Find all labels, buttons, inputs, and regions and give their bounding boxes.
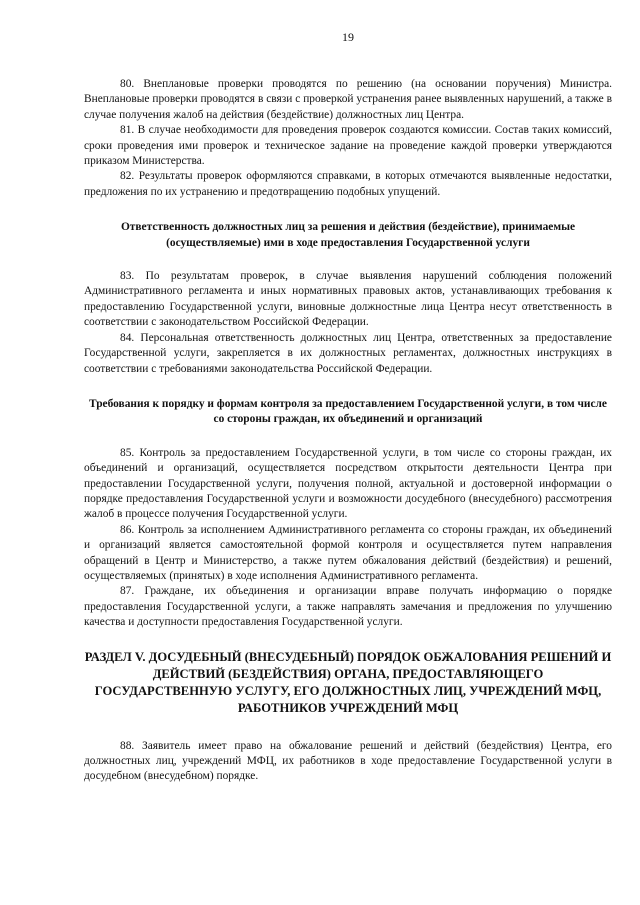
paragraph-84: 84. Персональная ответственность должностных лиц Центра, ответственных за предоставление Государственной услуги, закрепляется в их должностных регламентах, должностных инструкциях в соответствии с требованиями законодательства Российской Федерации. xyxy=(84,331,612,375)
paragraph-81: 81. В случае необходимости для проведения проверок создаются комиссии. Состав таких комиссий, сроки проведения ими проверок и техническое задание на проведение каждой проверки утверждаются приказом Министерства. xyxy=(84,124,612,168)
paragraph-85: 85. Контроль за предоставлением Государственной услуги, в том числе со стороны граждан, их объединений и организаций, осуществляется посредством открытости деятельности Центра при предоставлении Государственной услуги, получения полной, актуальной и достоверной информации о порядке предоставления Государственной услуги и возможности досудебного (внесудебного) рассмотрения жалоб в процессе получения Государственной услуги. xyxy=(84,446,612,521)
paragraph-80: 80. Внеплановые проверки проводятся по решению (на основании поручения) Министра. Внеплановые проверки проводятся в связи с проверкой устранения ранее выявленных нарушений, а также в случае получения жалоб на действия (бездействие) должностных лиц Центра. xyxy=(84,78,612,121)
paragraph-88: 88. Заявитель имеет право на обжалование решений и действий (бездействия) Центра, его должностных лиц, учреждений МФЦ, их работников в ходе предоставление Государственной услуги в досудебном (внесудебном) порядке. xyxy=(84,739,612,783)
paragraph-87: 87. Граждане, их объединения и организации вправе получать информацию о порядке предоставления Государственной услуги, а также направлять замечания и предложения по улучшению качества и доступности предоставления Государственной услуги. xyxy=(84,585,612,629)
section-title: РАЗДЕЛ V. ДОСУДЕБНЫЙ (ВНЕСУДЕБНЫЙ) ПОРЯДОК ОБЖАЛОВАНИЯ РЕШЕНИЙ И ДЕЙСТВИЙ (БЕЗДЕЙСТВИЯ) ОРГАНА, ПРЕДОСТАВЛЯЮЩЕГО ГОСУДАРСТВЕННУЮ УСЛУГУ, ЕГО ДОЛЖНОСТНЫХ ЛИЦ, УЧРЕЖДЕНИЙ МФЦ, РАБОТНИКОВ УЧРЕЖДЕНИЙ МФЦ xyxy=(84,649,612,715)
heading-control-requirements: Требования к порядку и формам контроля за предоставлением Государственной услуги, в том числе со стороны граждан, их объединений и организаций xyxy=(89,397,607,426)
paragraph-82: 82. Результаты проверок оформляются справками, в которых отмечаются выявленные недостатки, предложения по их устранению и предотвращению подобных упущений. xyxy=(84,170,612,198)
paragraph-83: 83. По результатам проверок, в случае выявления нарушений соблюдения положений Административного регламента и иных нормативных правовых актов, устанавливающих требования к предоставлению Государственной услуги, виновные должностные лица Центра несут ответственность в соответствии с законодательством Российской Федерации. xyxy=(84,270,612,329)
page-number: 19 xyxy=(342,30,354,44)
heading-responsibility: Ответственность должностных лиц за решения и действия (бездействие), принимаемые (осуществляемые) ими в ходе предоставления Государственной услуги xyxy=(120,221,576,249)
paragraph-86: 86. Контроль за исполнением Административного регламента со стороны граждан, их объединений и организаций является самостоятельной формой контроля и осуществляется путем направления обращений в Центр и Министерство, а также путем обжалования действий (бездействия) и решений, осуществляемых (принятых) в ходе исполнения Административного регламента. xyxy=(84,523,612,582)
